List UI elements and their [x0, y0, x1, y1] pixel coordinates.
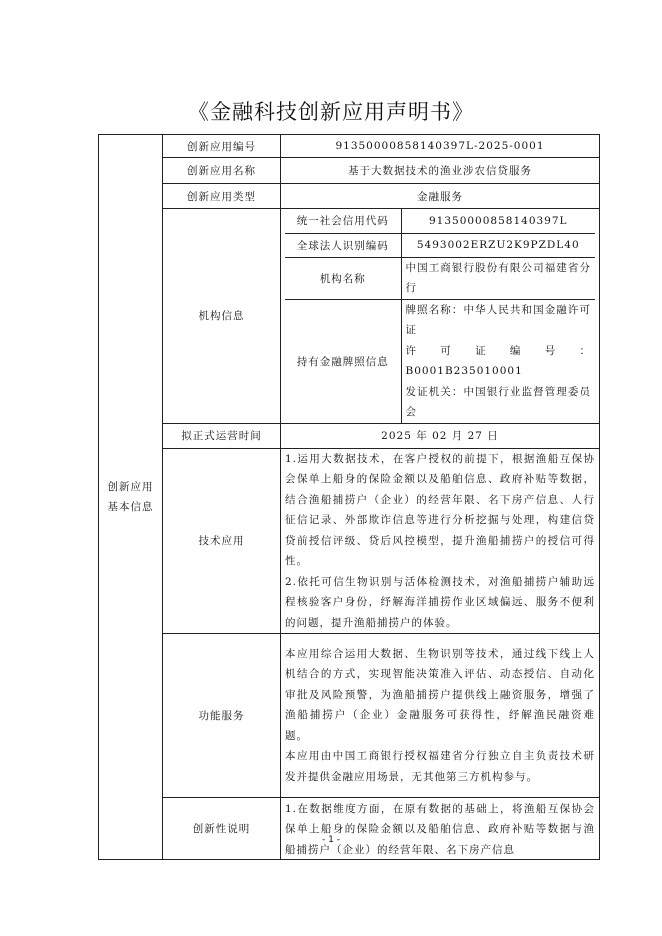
- app-type-label: 创新应用类型: [163, 184, 281, 209]
- app-no-label: 创新应用编号: [163, 135, 281, 158]
- org-info-table: [285, 209, 595, 423]
- app-no-value: 91350000858140397L-2025-0001: [281, 135, 600, 158]
- function-paragraph: 本应用由中国工商银行授权福建省分行独立自主负责技术研发并提供金融应用场景，无其他第三方机构参与。: [285, 750, 595, 783]
- declaration-table: [98, 134, 600, 860]
- tech-paragraph: 1.运用大数据技术，在客户授权的前提下，根据渔船互保协会保单上船身的保险金额以及船舶信息、政府补贴等数据，结合渔船捕捞户（企业）的经营年限、名下房产信息、人行征信记录、外部欺诈信息等进行分析挖掘与处理，构建信贷贷前授信评级、贷后风控模型，提升渔船捕捞户的授信可得性。: [285, 452, 595, 567]
- credit-code-label: 统一社会信用代码: [285, 209, 401, 233]
- lei-label: 全球法人识别编码: [285, 233, 401, 257]
- innovation-paragraph: 1.在数据维度方面，在原有数据的基础上，将渔船互保协会保单上船身的保险金额以及船舶信息、政府补贴等数据与渔船捕捞户（企业）的经营年限、名下房产信息: [285, 802, 595, 856]
- document-title: 《金融科技创新应用声明书》: [188, 100, 474, 124]
- app-type-value: 金融服务: [281, 184, 600, 209]
- license-number: 许可证编号：B0001B235010001: [405, 344, 591, 377]
- tech-label: 技术应用: [163, 448, 281, 634]
- org-info-label: 机构信息: [163, 209, 281, 424]
- org-info-table-cell: [281, 209, 600, 424]
- tech-paragraph: 2.依托可信生物识别与活体检测技术，对渔船捕捞户辅助远程核验客户身份，纾解海洋捕捞作业区域偏远、服务不便利的问题，提升渔船捕捞户的体验。: [285, 575, 595, 629]
- launch-date-label: 拟正式运营时间: [163, 423, 281, 448]
- license-label: 持有金融牌照信息: [285, 299, 401, 423]
- org-name-value: 中国工商银行股份有限公司福建省分行: [401, 257, 595, 299]
- license-info: [401, 299, 595, 423]
- license-name: 牌照名称：中华人民共和国金融许可证: [405, 303, 591, 336]
- page-number: - 1 -: [322, 835, 340, 845]
- section-label-cell: [99, 135, 163, 860]
- launch-date-value: 2025 年 02 月 27 日: [281, 423, 600, 448]
- org-name-label: 机构名称: [285, 257, 401, 299]
- innovation-label: 创新性说明: [163, 798, 281, 860]
- function-paragraph: 本应用综合运用大数据、生物识别等技术，通过线下线上人机结合的方式，实现智能决策准入评估、动态授信、自动化审批及风险预警，为渔船捕捞户提供线上融资服务，增强了渔船捕捞户（企业）金融服务可获得性，纾解渔民融资难题。: [285, 647, 595, 742]
- credit-code-value: 91350000858140397L: [401, 209, 595, 233]
- section-label: 创新应用基本信息: [107, 481, 154, 513]
- app-name-label: 创新应用名称: [163, 158, 281, 184]
- function-content: [281, 634, 600, 798]
- function-label: 功能服务: [163, 634, 281, 798]
- lei-value: 5493002ERZU2K9PZDL40: [401, 233, 595, 257]
- innovation-content: [281, 798, 600, 860]
- license-issuer: 发证机关：中国银行业监督管理委员会: [405, 385, 591, 418]
- app-name-value: 基于大数据技术的渔业涉农信贷服务: [281, 158, 600, 184]
- tech-content: [281, 448, 600, 634]
